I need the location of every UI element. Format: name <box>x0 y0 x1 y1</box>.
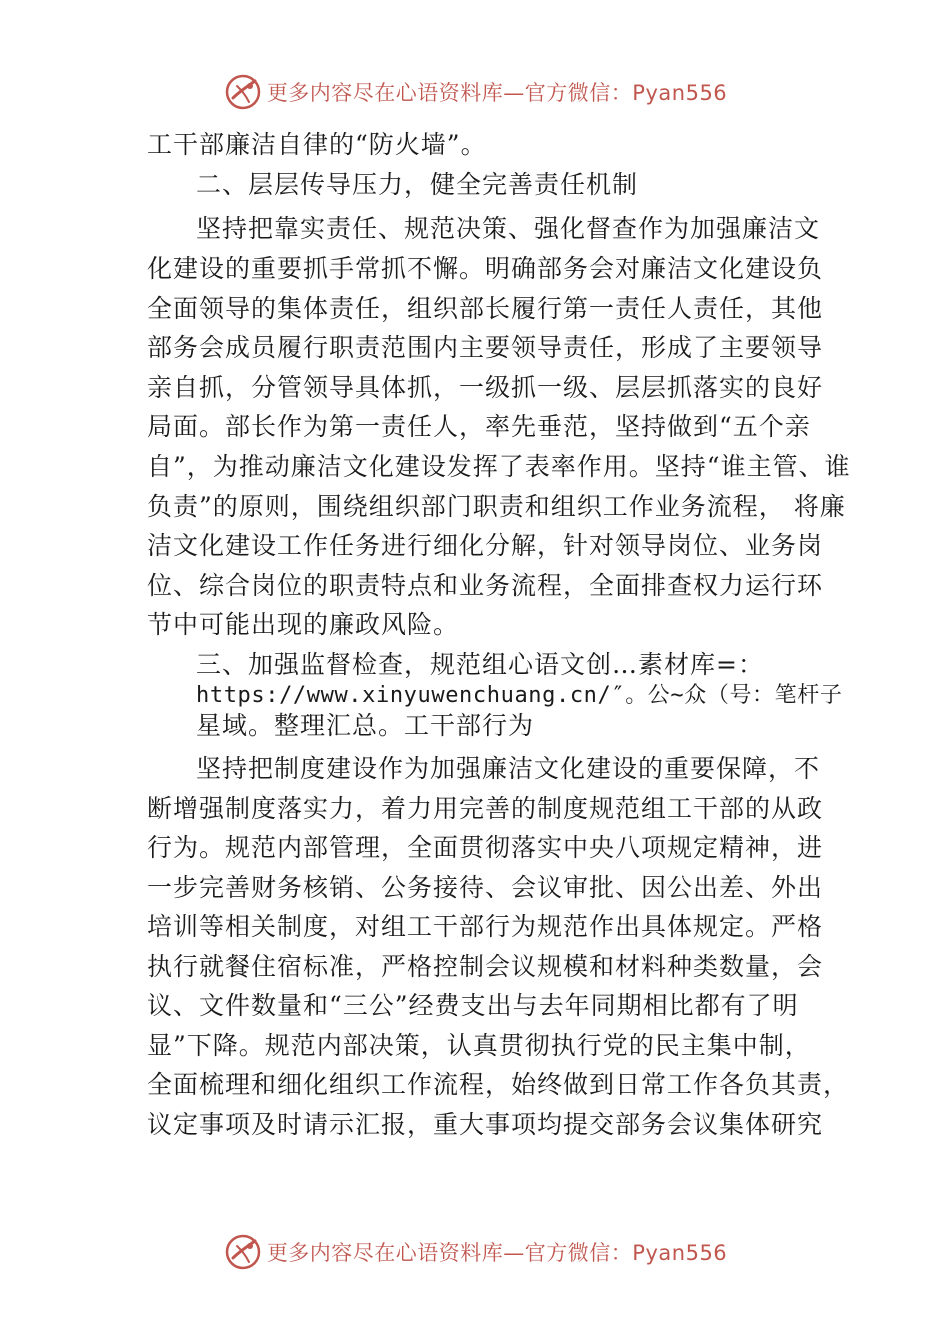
text-line: 议、文件数量和“三公”经费支出与去年同期相比都有了明 <box>147 991 799 1020</box>
text-line: 星域。整理汇总。工干部行为 <box>196 711 535 740</box>
text-line: 全面领导的集体责任，组织部长履行第一责任人责任，其他 <box>147 294 824 323</box>
brand-logo-icon <box>223 72 263 112</box>
text-line: 全面梳理和细化组织工作流程，始终做到日常工作各负其责， <box>147 1070 850 1099</box>
text-line: https://www.xinyuwenchuang.cn/″。公~众（号：笔杆子 <box>196 683 843 708</box>
text-line: 培训等相关制度，对组工干部行为规范作出具体规定。严格 <box>147 912 824 941</box>
footer-banner <box>0 1230 950 1274</box>
text-line: 议定事项及时请示汇报，重大事项均提交部务会议集体研究 <box>147 1110 824 1139</box>
text-line: 部务会成员履行职责范围内主要领导责任，形成了主要领导 <box>147 333 824 362</box>
text-line: 显”下降。规范内部决策，认真贯彻执行党的民主集中制， <box>147 1031 811 1060</box>
text-line: 坚持把靠实责任、规范决策、强化督查作为加强廉洁文 <box>196 214 821 243</box>
text-line: 局面。部长作为第一责任人，率先垂范，坚持做到“五个亲 <box>147 412 811 441</box>
text-line: 一步完善财务核销、公务接待、会议审批、因公出差、外出 <box>147 873 824 902</box>
text-line: 节中可能出现的廉政风险。 <box>147 610 460 639</box>
banner-text: 更多内容尽在心语资料库—官方微信：Pyan556 <box>266 1241 728 1265</box>
text-line: 自”，为推动廉洁文化建设发挥了表率作用。坚持“谁主管、谁 <box>147 452 851 481</box>
brand-logo-icon <box>223 1232 263 1272</box>
text-line: 负责”的原则，围绕组织部门职责和组织工作业务流程， 将廉 <box>147 492 846 521</box>
text-line: 坚持把制度建设作为加强廉洁文化建设的重要保障，不 <box>196 754 821 783</box>
header-banner <box>0 70 950 114</box>
section-heading: 二、层层传导压力，健全完善责任机制 <box>196 170 639 199</box>
text-line: 行为。规范内部管理，全面贯彻落实中央八项规定精神，进 <box>147 833 824 862</box>
text-line: 工干部廉洁自律的“防火墙”。 <box>147 130 487 159</box>
text-line: 执行就餐住宿标准，严格控制会议规模和材料种类数量，会 <box>147 952 824 981</box>
banner-text: 更多内容尽在心语资料库—官方微信：Pyan556 <box>266 81 728 105</box>
text-line: 断增强制度落实力，着力用完善的制度规范组工干部的从政 <box>147 794 824 823</box>
text-line: 洁文化建设工作任务进行细化分解，针对领导岗位、业务岗 <box>147 531 824 560</box>
section-heading: 三、加强监督检查，规范组心语文创…素材库=： <box>196 650 764 679</box>
text-line: 亲自抓，分管领导具体抓，一级抓一级、层层抓落实的良好 <box>147 373 824 402</box>
text-line: 化建设的重要抓手常抓不懈。明确部务会对廉洁文化建设负 <box>147 254 824 283</box>
text-line: 位、综合岗位的职责特点和业务流程，全面排查权力运行环 <box>147 571 824 600</box>
